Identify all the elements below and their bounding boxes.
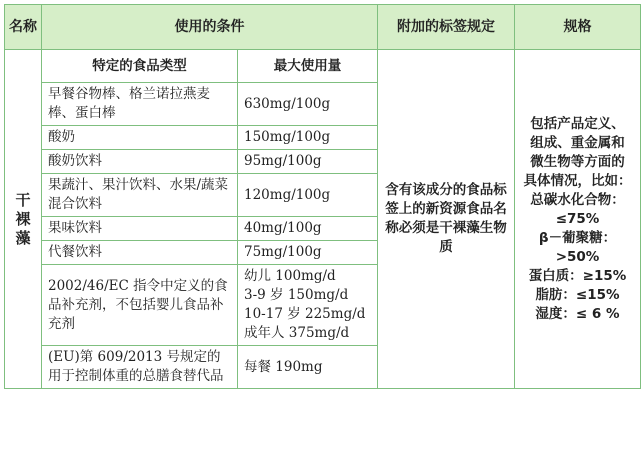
amount-line: 幼儿 100mg/d bbox=[244, 268, 336, 284]
spec-cell bbox=[515, 50, 641, 389]
spec-line: 脂肪：≤15% bbox=[535, 286, 620, 303]
subheader-category: 特定的食品类型 bbox=[42, 50, 238, 83]
amount-cell bbox=[238, 265, 378, 346]
amount-cell: 120mg/100g bbox=[238, 174, 378, 217]
amount-cell: 150mg/100g bbox=[238, 126, 378, 150]
amount-line: 10-17 岁 225mg/d bbox=[244, 306, 366, 322]
amount-list bbox=[244, 267, 371, 343]
category-cell: (EU)第 609/2013 号规定的用于控制体重的总膳食替代品 bbox=[42, 346, 238, 389]
spec-list bbox=[521, 115, 634, 324]
amount-cell: 40mg/100g bbox=[238, 217, 378, 241]
spec-line: 蛋白质：≥15% bbox=[528, 267, 627, 284]
header-conditions: 使用的条件 bbox=[42, 5, 378, 50]
amount-cell: 95mg/100g bbox=[238, 150, 378, 174]
category-cell: 果蔬汁、果汁饮料、水果/蔬菜混合饮料 bbox=[42, 174, 238, 217]
product-name-cell bbox=[5, 50, 42, 389]
subheader-row bbox=[5, 50, 641, 83]
category-cell: 2002/46/EC 指令中定义的食品补充剂，不包括婴儿食品补充剂 bbox=[42, 265, 238, 346]
category-cell: 代餐饮料 bbox=[42, 241, 238, 265]
product-name-char-2: 裸 bbox=[15, 209, 31, 228]
spec-line: 组成、重金属和 bbox=[530, 134, 625, 151]
amount-line: 成年人 375mg/d bbox=[244, 325, 350, 341]
spec-line: β－葡聚糖：>50% bbox=[538, 229, 617, 265]
spec-line: 微生物等方面的 bbox=[530, 153, 625, 170]
spec-line: 具体情况，比如： bbox=[523, 172, 632, 189]
subheader-max-level: 最大使用量 bbox=[238, 50, 378, 83]
header-row bbox=[5, 5, 641, 50]
amount-cell: 75mg/100g bbox=[238, 241, 378, 265]
labeling-text: 含有该成分的食品标签上的新资源食品名称必须是干裸藻生物质 bbox=[378, 50, 515, 389]
spec-line: ≤75% bbox=[555, 210, 600, 227]
spec-line: 包括产品定义、 bbox=[530, 115, 625, 132]
spec-line: 总碳水化合物： bbox=[530, 191, 625, 208]
product-name-char-3: 藻 bbox=[15, 228, 31, 247]
category-cell: 酸奶饮料 bbox=[42, 150, 238, 174]
amount-cell: 每餐 190mg bbox=[238, 346, 378, 389]
header-name-text: 名称 bbox=[9, 18, 37, 35]
novel-food-spec-table bbox=[4, 4, 641, 389]
category-cell: 早餐谷物棒、格兰诺拉燕麦棒、蛋白棒 bbox=[42, 83, 238, 126]
spec-line: 湿度：≤ 6 % bbox=[535, 305, 620, 322]
amount-line: 3-9 岁 150mg/d bbox=[244, 287, 349, 303]
header-name bbox=[5, 5, 42, 50]
header-specs: 规格 bbox=[515, 5, 641, 50]
category-cell: 酸奶 bbox=[42, 126, 238, 150]
header-labeling: 附加的标签规定 bbox=[378, 5, 515, 50]
category-cell: 果味饮料 bbox=[42, 217, 238, 241]
amount-cell: 630mg/100g bbox=[238, 83, 378, 126]
product-name-char-1: 干 bbox=[15, 190, 31, 209]
